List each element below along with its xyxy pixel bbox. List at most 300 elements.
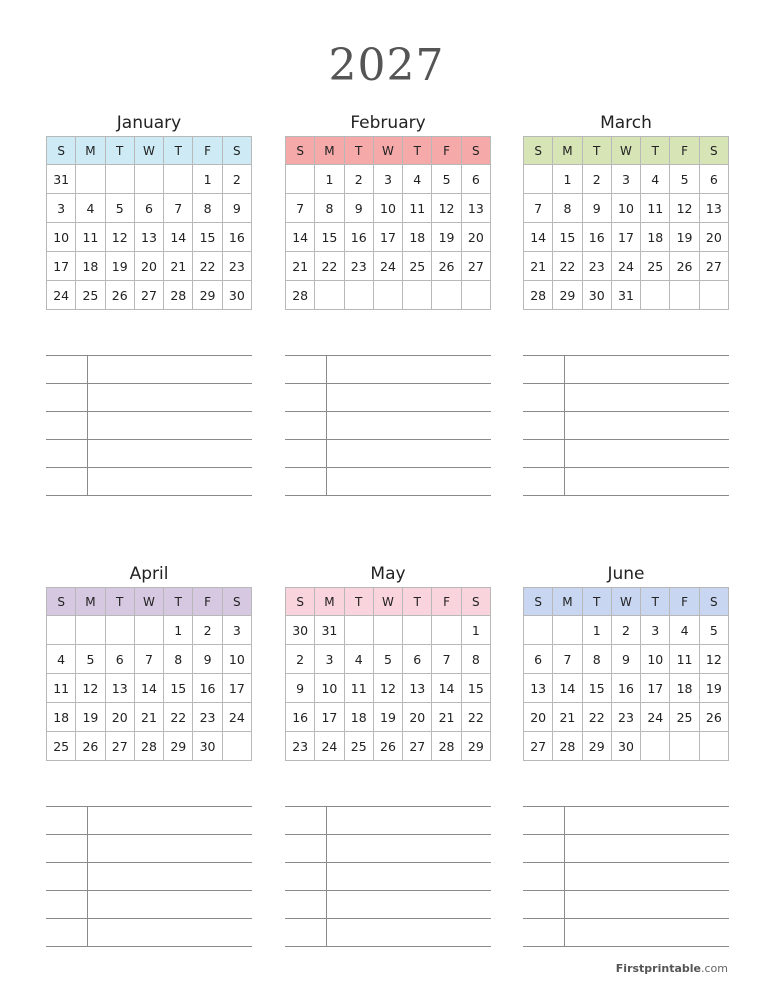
note-divider <box>87 863 88 890</box>
day-cell: 2 <box>193 616 222 645</box>
weekday-label: W <box>134 588 163 616</box>
day-cell: 27 <box>461 252 490 281</box>
weekday-label: T <box>105 137 134 165</box>
day-cell: 24 <box>373 252 402 281</box>
day-cell: 22 <box>193 252 222 281</box>
day-cell <box>315 281 344 310</box>
week-row <box>286 223 491 252</box>
day-cell: 20 <box>524 703 553 732</box>
note-line <box>523 890 729 918</box>
note-divider <box>326 384 327 411</box>
day-cell: 1 <box>164 616 193 645</box>
day-cell: 19 <box>432 223 461 252</box>
day-cell: 27 <box>403 732 432 761</box>
day-cell: 21 <box>286 252 315 281</box>
note-line <box>523 383 729 411</box>
week-row <box>286 165 491 194</box>
note-divider <box>87 440 88 467</box>
day-cell: 17 <box>641 674 670 703</box>
week-row <box>286 616 491 645</box>
day-cell: 6 <box>699 165 728 194</box>
weekday-label: W <box>611 588 640 616</box>
week-row <box>47 165 252 194</box>
month-calendar-table <box>285 587 491 761</box>
day-cell: 12 <box>670 194 699 223</box>
weekday-label: M <box>553 588 582 616</box>
day-cell: 22 <box>582 703 611 732</box>
week-row <box>47 645 252 674</box>
day-cell: 25 <box>47 732 76 761</box>
day-cell: 29 <box>164 732 193 761</box>
day-cell: 28 <box>134 732 163 761</box>
day-cell <box>344 616 373 645</box>
day-cell: 13 <box>699 194 728 223</box>
day-cell: 3 <box>222 616 251 645</box>
day-cell: 18 <box>344 703 373 732</box>
day-cell: 4 <box>76 194 105 223</box>
weekday-label: M <box>553 137 582 165</box>
day-cell: 18 <box>76 252 105 281</box>
notes-lines-january <box>46 355 252 496</box>
day-cell: 20 <box>134 252 163 281</box>
day-cell: 8 <box>553 194 582 223</box>
day-cell: 27 <box>134 281 163 310</box>
day-cell: 13 <box>134 223 163 252</box>
week-row <box>47 281 252 310</box>
day-cell: 16 <box>582 223 611 252</box>
day-cell: 25 <box>670 703 699 732</box>
note-line <box>46 890 252 918</box>
weekday-label: F <box>432 588 461 616</box>
note-divider <box>564 919 565 946</box>
day-cell: 18 <box>670 674 699 703</box>
day-cell <box>641 281 670 310</box>
day-cell: 4 <box>641 165 670 194</box>
day-cell: 20 <box>699 223 728 252</box>
weekday-label: M <box>76 137 105 165</box>
note-divider <box>87 384 88 411</box>
day-cell: 3 <box>641 616 670 645</box>
weekday-label: W <box>611 137 640 165</box>
day-cell: 31 <box>315 616 344 645</box>
day-cell: 4 <box>403 165 432 194</box>
weekday-label: W <box>134 137 163 165</box>
month-calendar-table <box>46 587 252 761</box>
day-cell: 29 <box>582 732 611 761</box>
notes-lines-february <box>285 355 491 496</box>
week-row <box>286 252 491 281</box>
day-cell: 12 <box>699 645 728 674</box>
day-cell: 10 <box>373 194 402 223</box>
day-cell: 18 <box>641 223 670 252</box>
month-january <box>46 110 252 310</box>
day-cell: 5 <box>432 165 461 194</box>
note-line <box>46 467 252 496</box>
day-cell: 5 <box>76 645 105 674</box>
day-cell: 19 <box>699 674 728 703</box>
weekday-label: F <box>432 137 461 165</box>
week-row <box>524 732 729 761</box>
day-cell: 18 <box>403 223 432 252</box>
day-cell: 7 <box>553 645 582 674</box>
month-march <box>523 110 729 310</box>
day-cell: 1 <box>193 165 222 194</box>
day-cell: 8 <box>461 645 490 674</box>
day-cell: 24 <box>611 252 640 281</box>
weekday-label: M <box>315 137 344 165</box>
day-cell: 1 <box>461 616 490 645</box>
day-cell: 24 <box>222 703 251 732</box>
day-cell: 11 <box>47 674 76 703</box>
week-row <box>524 165 729 194</box>
weekday-label: M <box>315 588 344 616</box>
day-cell: 13 <box>105 674 134 703</box>
day-cell: 16 <box>611 674 640 703</box>
day-cell: 23 <box>222 252 251 281</box>
day-cell: 30 <box>222 281 251 310</box>
note-divider <box>326 440 327 467</box>
day-cell <box>432 281 461 310</box>
day-cell: 29 <box>461 732 490 761</box>
note-divider <box>87 356 88 383</box>
day-cell: 5 <box>373 645 402 674</box>
week-row <box>47 223 252 252</box>
note-line <box>523 355 729 383</box>
note-divider <box>564 440 565 467</box>
day-cell: 29 <box>193 281 222 310</box>
note-divider <box>564 863 565 890</box>
day-cell: 8 <box>582 645 611 674</box>
weekday-label: T <box>105 588 134 616</box>
day-cell: 6 <box>105 645 134 674</box>
day-cell: 23 <box>582 252 611 281</box>
day-cell: 2 <box>222 165 251 194</box>
day-cell: 30 <box>611 732 640 761</box>
day-cell: 16 <box>193 674 222 703</box>
day-cell: 7 <box>524 194 553 223</box>
day-cell: 14 <box>134 674 163 703</box>
note-divider <box>564 384 565 411</box>
day-cell: 12 <box>105 223 134 252</box>
weekday-label: F <box>670 137 699 165</box>
day-cell: 19 <box>76 703 105 732</box>
day-cell: 27 <box>524 732 553 761</box>
note-divider <box>326 807 327 834</box>
note-divider <box>87 919 88 946</box>
note-line <box>523 806 729 834</box>
day-cell: 7 <box>164 194 193 223</box>
day-cell: 9 <box>582 194 611 223</box>
week-row <box>47 732 252 761</box>
note-line <box>285 411 491 439</box>
note-line <box>523 834 729 862</box>
day-cell: 14 <box>524 223 553 252</box>
brand-name: Firstprintable <box>615 962 701 975</box>
day-cell: 31 <box>47 165 76 194</box>
day-cell <box>76 165 105 194</box>
weekday-label: T <box>164 137 193 165</box>
week-row <box>524 645 729 674</box>
day-cell: 8 <box>315 194 344 223</box>
week-row <box>524 703 729 732</box>
day-cell: 5 <box>105 194 134 223</box>
day-cell: 11 <box>670 645 699 674</box>
note-line <box>285 383 491 411</box>
day-cell: 22 <box>553 252 582 281</box>
day-cell: 25 <box>76 281 105 310</box>
week-row <box>524 674 729 703</box>
day-cell: 13 <box>524 674 553 703</box>
day-cell: 28 <box>164 281 193 310</box>
weekday-label: T <box>582 137 611 165</box>
day-cell: 19 <box>373 703 402 732</box>
day-cell <box>286 165 315 194</box>
day-cell: 26 <box>373 732 402 761</box>
month-calendar-table <box>46 136 252 310</box>
weekday-label: S <box>47 588 76 616</box>
day-cell <box>461 281 490 310</box>
week-row <box>286 281 491 310</box>
weekday-label: T <box>582 588 611 616</box>
note-line <box>285 890 491 918</box>
day-cell: 26 <box>699 703 728 732</box>
day-cell: 17 <box>611 223 640 252</box>
note-line <box>285 806 491 834</box>
day-cell: 13 <box>461 194 490 223</box>
note-divider <box>564 807 565 834</box>
month-name: May <box>370 564 406 584</box>
week-row <box>524 223 729 252</box>
year-title: 2027 <box>328 40 445 91</box>
weekday-label: S <box>699 588 728 616</box>
day-cell: 5 <box>699 616 728 645</box>
day-cell: 24 <box>47 281 76 310</box>
day-cell: 26 <box>432 252 461 281</box>
day-cell: 14 <box>553 674 582 703</box>
day-cell: 7 <box>134 645 163 674</box>
day-cell <box>432 616 461 645</box>
day-cell <box>164 165 193 194</box>
day-cell: 22 <box>315 252 344 281</box>
day-cell <box>134 165 163 194</box>
note-line <box>46 439 252 467</box>
day-cell: 21 <box>524 252 553 281</box>
day-cell: 14 <box>286 223 315 252</box>
weekday-label: S <box>47 137 76 165</box>
weekday-label: S <box>222 588 251 616</box>
day-cell: 17 <box>373 223 402 252</box>
day-cell <box>699 281 728 310</box>
note-divider <box>87 891 88 918</box>
day-cell <box>134 616 163 645</box>
week-row <box>286 194 491 223</box>
weekday-header-row <box>286 137 491 165</box>
weekday-label: T <box>164 588 193 616</box>
note-divider <box>326 356 327 383</box>
day-cell: 4 <box>344 645 373 674</box>
day-cell: 21 <box>432 703 461 732</box>
month-may <box>285 561 491 761</box>
day-cell <box>222 732 251 761</box>
note-line <box>46 355 252 383</box>
day-cell: 25 <box>641 252 670 281</box>
notes-lines-march <box>523 355 729 496</box>
day-cell: 26 <box>76 732 105 761</box>
weekday-header-row <box>524 588 729 616</box>
day-cell: 10 <box>315 674 344 703</box>
note-divider <box>564 356 565 383</box>
day-cell: 10 <box>222 645 251 674</box>
month-name: March <box>600 113 652 133</box>
notes-lines-april <box>46 806 252 947</box>
day-cell <box>524 616 553 645</box>
day-cell: 12 <box>76 674 105 703</box>
week-row <box>524 616 729 645</box>
day-cell: 22 <box>461 703 490 732</box>
day-cell <box>524 165 553 194</box>
day-cell: 30 <box>582 281 611 310</box>
day-cell: 27 <box>105 732 134 761</box>
month-june <box>523 561 729 761</box>
day-cell: 24 <box>641 703 670 732</box>
weekday-label: F <box>193 588 222 616</box>
weekday-header-row <box>47 588 252 616</box>
week-row <box>286 732 491 761</box>
day-cell: 25 <box>403 252 432 281</box>
note-divider <box>326 412 327 439</box>
day-cell: 7 <box>432 645 461 674</box>
day-cell: 9 <box>193 645 222 674</box>
note-line <box>46 834 252 862</box>
day-cell: 19 <box>105 252 134 281</box>
note-line <box>285 918 491 947</box>
day-cell <box>699 732 728 761</box>
day-cell: 4 <box>670 616 699 645</box>
notes-lines-may <box>285 806 491 947</box>
note-divider <box>87 835 88 862</box>
day-cell: 16 <box>222 223 251 252</box>
note-line <box>46 806 252 834</box>
day-cell <box>670 732 699 761</box>
weekday-header-row <box>286 588 491 616</box>
month-name: February <box>350 113 426 133</box>
day-cell: 9 <box>344 194 373 223</box>
day-cell: 12 <box>432 194 461 223</box>
day-cell: 8 <box>193 194 222 223</box>
day-cell: 9 <box>611 645 640 674</box>
day-cell: 22 <box>164 703 193 732</box>
day-cell: 21 <box>164 252 193 281</box>
note-divider <box>87 468 88 495</box>
note-line <box>285 834 491 862</box>
week-row <box>286 703 491 732</box>
day-cell: 10 <box>47 223 76 252</box>
day-cell: 9 <box>286 674 315 703</box>
month-name: June <box>607 564 645 584</box>
weekday-label: T <box>403 137 432 165</box>
day-cell: 1 <box>315 165 344 194</box>
day-cell: 5 <box>670 165 699 194</box>
day-cell: 11 <box>344 674 373 703</box>
day-cell <box>76 616 105 645</box>
day-cell: 10 <box>611 194 640 223</box>
month-calendar-table <box>285 136 491 310</box>
day-cell: 6 <box>461 165 490 194</box>
note-divider <box>87 412 88 439</box>
day-cell: 23 <box>193 703 222 732</box>
day-cell <box>670 281 699 310</box>
note-divider <box>564 891 565 918</box>
note-line <box>46 411 252 439</box>
week-row <box>47 616 252 645</box>
day-cell <box>344 281 373 310</box>
weekday-label: W <box>373 137 402 165</box>
day-cell <box>641 732 670 761</box>
weekday-label: S <box>524 588 553 616</box>
day-cell: 23 <box>611 703 640 732</box>
day-cell <box>403 281 432 310</box>
weekday-label: S <box>461 588 490 616</box>
weekday-label: S <box>524 137 553 165</box>
day-cell: 15 <box>461 674 490 703</box>
day-cell: 3 <box>47 194 76 223</box>
week-row <box>47 194 252 223</box>
day-cell: 19 <box>670 223 699 252</box>
note-divider <box>564 835 565 862</box>
day-cell: 28 <box>286 281 315 310</box>
weekday-label: T <box>641 137 670 165</box>
note-line <box>46 918 252 947</box>
week-row <box>524 194 729 223</box>
day-cell: 15 <box>553 223 582 252</box>
day-cell: 2 <box>344 165 373 194</box>
note-line <box>523 439 729 467</box>
day-cell <box>373 616 402 645</box>
day-cell <box>373 281 402 310</box>
day-cell: 27 <box>699 252 728 281</box>
day-cell: 30 <box>193 732 222 761</box>
note-line <box>523 862 729 890</box>
day-cell: 12 <box>373 674 402 703</box>
month-name: April <box>129 564 169 584</box>
note-divider <box>326 863 327 890</box>
note-line <box>523 411 729 439</box>
day-cell: 3 <box>315 645 344 674</box>
note-divider <box>564 468 565 495</box>
day-cell: 2 <box>611 616 640 645</box>
note-divider <box>326 919 327 946</box>
note-divider <box>564 412 565 439</box>
day-cell: 15 <box>193 223 222 252</box>
day-cell <box>105 165 134 194</box>
month-calendar-table <box>523 587 729 761</box>
day-cell: 29 <box>553 281 582 310</box>
day-cell: 9 <box>222 194 251 223</box>
day-cell: 31 <box>611 281 640 310</box>
day-cell: 14 <box>164 223 193 252</box>
weekday-label: T <box>403 588 432 616</box>
note-divider <box>87 807 88 834</box>
weekday-label: S <box>699 137 728 165</box>
day-cell: 6 <box>134 194 163 223</box>
weekday-label: S <box>222 137 251 165</box>
note-line <box>285 467 491 496</box>
weekday-label: F <box>193 137 222 165</box>
day-cell: 20 <box>461 223 490 252</box>
day-cell <box>553 616 582 645</box>
day-cell: 15 <box>582 674 611 703</box>
day-cell: 3 <box>611 165 640 194</box>
